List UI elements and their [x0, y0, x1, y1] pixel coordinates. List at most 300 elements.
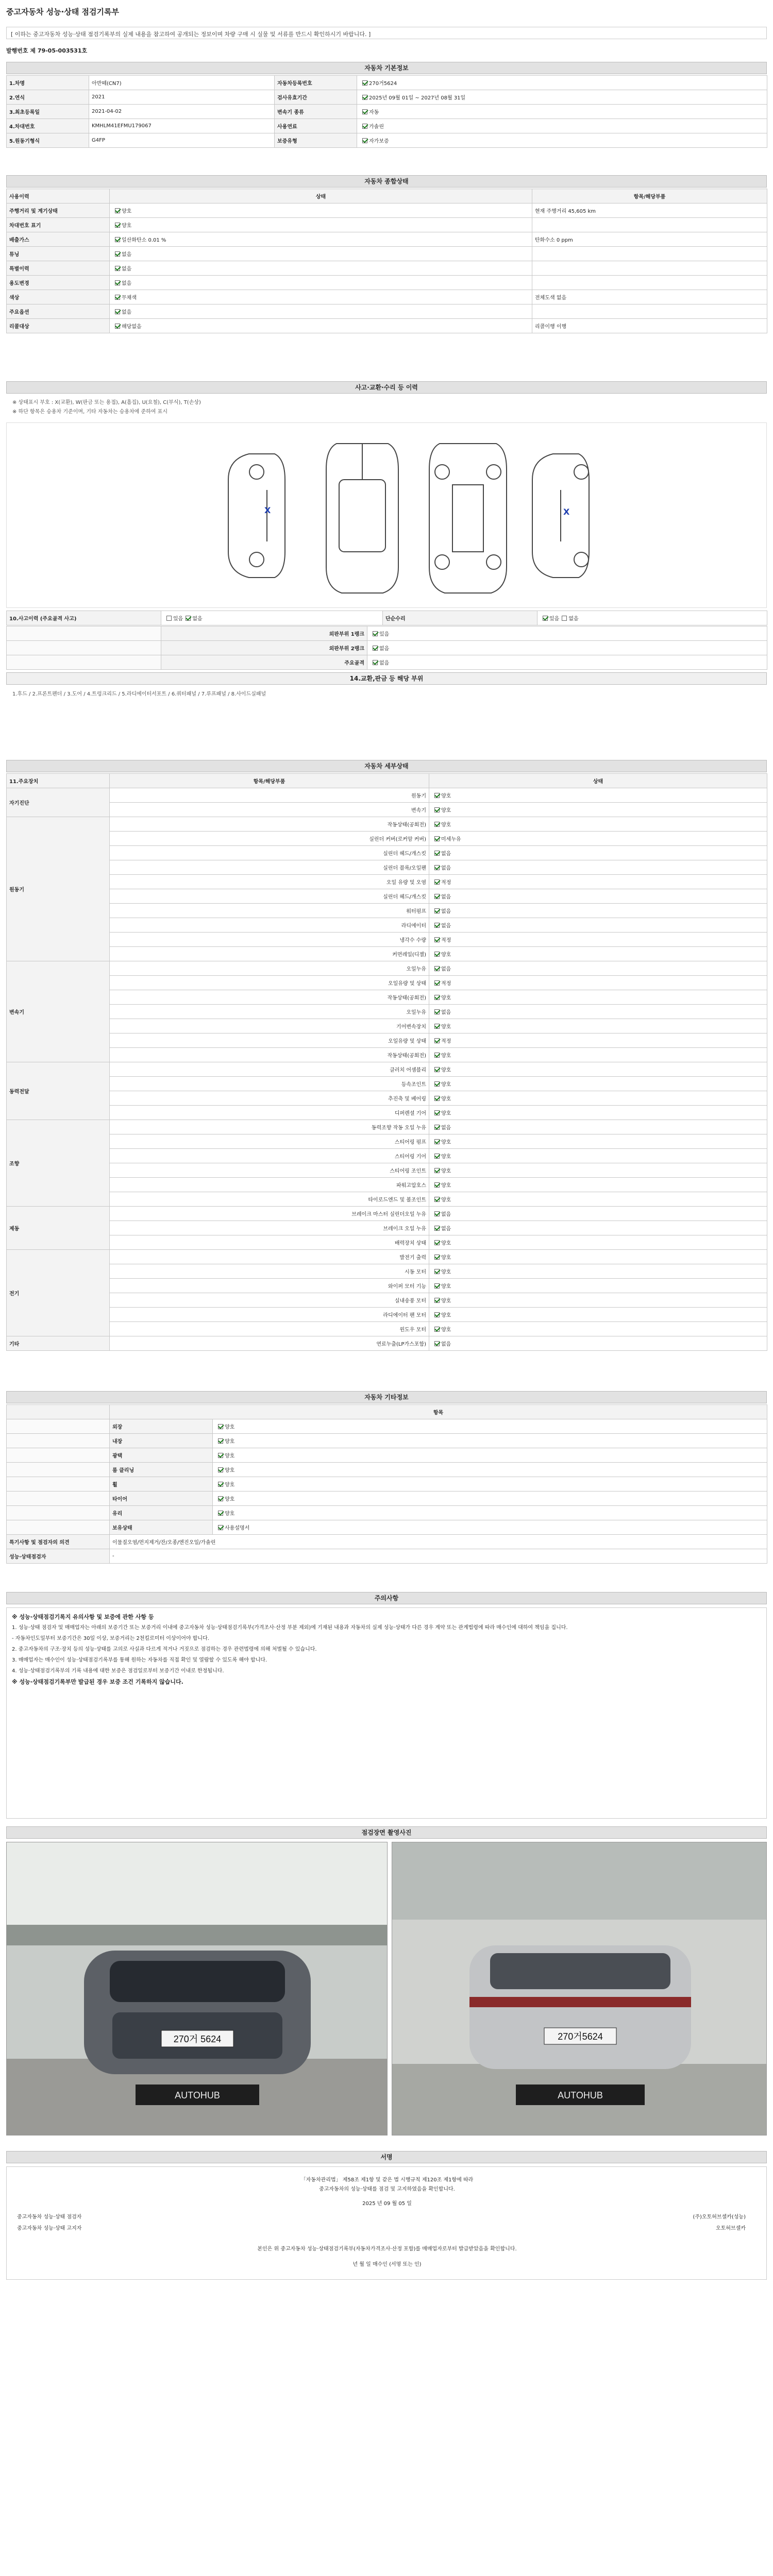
detail-state: [429, 1192, 767, 1207]
overall-state-text: 양호: [122, 209, 132, 214]
overall-state: [110, 319, 532, 333]
other-state-text: 양호: [225, 1453, 235, 1459]
detail-item: 오일누유: [110, 1005, 429, 1019]
overall-row: [7, 204, 767, 218]
detail-row: [7, 1106, 767, 1120]
other-label: 룸 클리닝: [110, 1463, 213, 1477]
detail-state-text: 양호: [441, 793, 451, 799]
detail-state-text: 없음: [441, 909, 451, 914]
other-row: [7, 1448, 767, 1463]
overall-label: 주요옵션: [7, 304, 110, 319]
panel-row: [7, 641, 767, 655]
detail-row: [7, 947, 767, 961]
detail-state-text: 없음: [441, 1125, 451, 1131]
detail-row: [7, 1019, 767, 1033]
other-state: [213, 1492, 767, 1506]
detail-state-text: 없음: [441, 851, 451, 857]
detail-item: 실린더 헤드/개스킷: [110, 889, 429, 904]
doc-number-value: 79-05-003531호: [37, 47, 88, 54]
sig-inspector-label: 중고자동차 성능·상태 점검자: [17, 2214, 82, 2220]
panel-label: 외판부위 2랭크: [161, 641, 367, 655]
other-state-text: 양호: [225, 1439, 235, 1445]
detail-item: 작동상태(공회전): [110, 817, 429, 832]
checkbox-checked: [362, 138, 367, 143]
front-lift-brand: AUTOHUB: [175, 2090, 220, 2100]
checkbox-checked: [218, 1525, 223, 1530]
checkbox-checked: [434, 1139, 440, 1144]
overall-col-item: 사용이력: [7, 189, 110, 204]
checkbox-checked: [362, 124, 367, 129]
detail-state: [429, 846, 767, 860]
overall-label: 차대번호 표기: [7, 218, 110, 232]
detail-item: 디퍼렌셜 기어: [110, 1106, 429, 1120]
detail-row: [7, 1048, 767, 1062]
overall-state: [110, 276, 532, 290]
sig-date: 2025 년 09 월 05 일: [362, 2201, 412, 2207]
detail-group: 제동: [7, 1207, 110, 1250]
overall-state: [110, 304, 532, 319]
detail-item: 윈도우 모터: [110, 1322, 429, 1336]
detail-state: [429, 1134, 767, 1149]
detail-item: 스티어링 펌프: [110, 1134, 429, 1149]
checkbox-checked: [434, 793, 440, 798]
detail-state-text: 적정: [441, 981, 451, 987]
basic-label: 2.연식: [7, 90, 89, 105]
checkbox-checked: [115, 266, 120, 271]
detail-item: 작동상태(공회전): [110, 990, 429, 1005]
detail-state-text: 적정: [441, 1039, 451, 1044]
checkbox-checked: [434, 966, 440, 971]
checkbox-checked: [115, 251, 120, 257]
detail-state: [429, 933, 767, 947]
detail-row: [7, 1178, 767, 1192]
basic-value-2: [357, 105, 767, 119]
basic-row: [7, 105, 767, 119]
overall-label: 용도변경: [7, 276, 110, 290]
other-extra-label: 특기사항 및 점검자의 의견: [7, 1535, 110, 1549]
detail-row: [7, 1322, 767, 1336]
checkbox-checked: [434, 879, 440, 885]
detail-state: [429, 1163, 767, 1178]
detail-state-text: 양호: [441, 1168, 451, 1174]
detail-state: [429, 1207, 767, 1221]
detail-row: [7, 832, 767, 846]
detail-row: [7, 788, 767, 803]
overall-row: [7, 304, 767, 319]
detail-state: [429, 1149, 767, 1163]
basic-value-2: [357, 119, 767, 133]
detail-row: [7, 990, 767, 1005]
detail-state: [429, 1308, 767, 1322]
checkbox-checked: [115, 309, 120, 314]
basic-row: [7, 133, 767, 148]
detail-state: [429, 1235, 767, 1250]
checkbox-checked: [434, 908, 440, 913]
other-heading: 자동차 기타정보: [6, 1391, 767, 1403]
detail-item: 커먼레일(디젤): [110, 947, 429, 961]
checkbox-checked: [434, 1240, 440, 1245]
checkbox-checked: [218, 1467, 223, 1472]
overall-col-note: 항목/해당부품: [532, 189, 767, 204]
panel-value: [367, 626, 767, 641]
detail-state-text: 양호: [441, 1255, 451, 1261]
doc-number: [6, 46, 87, 55]
other-label: 광택: [110, 1448, 213, 1463]
detail-item: 실린더 헤드/개스킷: [110, 846, 429, 860]
checkbox-checked: [434, 1283, 440, 1289]
panel-spacer: [7, 641, 161, 655]
other-state: [213, 1520, 767, 1535]
rear-photo: [392, 1842, 767, 2136]
panel-row: [7, 626, 767, 641]
checkbox-checked: [434, 1154, 440, 1159]
detail-item: 실내송풍 모터: [110, 1293, 429, 1308]
basic-info-heading: 자동차 기본정보: [6, 62, 767, 74]
accident-value: 있음 없음: [161, 611, 383, 625]
overall-row: [7, 290, 767, 304]
overall-label: 배출가스: [7, 232, 110, 247]
checkbox-checked: [434, 865, 440, 870]
overall-note: 현재 주행거리 45,605 km: [532, 204, 767, 218]
checkbox-checked: [434, 807, 440, 812]
basic-value-2-text: 자동: [369, 110, 379, 115]
panel-label: 외판부위 1랭크: [161, 626, 367, 641]
checkbox-checked: [362, 109, 367, 114]
other-label: 휠: [110, 1477, 213, 1492]
checkbox-checked: [218, 1482, 223, 1487]
other-spacer: [7, 1492, 110, 1506]
other-extra-row: [7, 1535, 767, 1549]
checkbox-checked: [218, 1453, 223, 1458]
overall-label: 튜닝: [7, 247, 110, 261]
detail-state: [429, 1264, 767, 1279]
other-state-text: 양호: [225, 1425, 235, 1430]
notice-bar: [ 이하는 중고자동차 성능·상태 점검기록부의 실제 내용을 참고하여 공개되는 정보이며 차량 구매 시 실물 및 서류를 반드시 확인하시기 바랍니다. ]: [6, 27, 767, 39]
overall-row: [7, 232, 767, 247]
detail-item: 변속기: [110, 803, 429, 817]
checkbox-checked: [115, 280, 120, 285]
checkbox-checked: [218, 1496, 223, 1501]
detail-row: [7, 1250, 767, 1264]
car-frame-view: [429, 444, 507, 593]
detail-state-text: 없음: [441, 1342, 451, 1347]
other-spacer: [7, 1477, 110, 1492]
checkbox-checked: [434, 1038, 440, 1043]
exterior-heading: 사고·교환·수리 등 이력: [6, 381, 767, 394]
checkbox-checked: [373, 631, 378, 636]
basic-value-2-text: 자가보증: [369, 139, 389, 144]
basic-value: G4FP: [89, 133, 275, 148]
panel-value-text: 있음: [379, 632, 390, 637]
detail-row: [7, 933, 767, 947]
detail-state: [429, 889, 767, 904]
detail-state-text: 양호: [441, 1241, 451, 1246]
detail-state: [429, 1048, 767, 1062]
notes-p4: 3. 매매업자는 매수인이 성능·상태점검기록부를 통해 원하는 자동차를 직접 확인 및 열람할 수 있도록 해야 합니다.: [12, 1657, 267, 1663]
panel-spacer: [7, 655, 161, 670]
detail-state: [429, 788, 767, 803]
car-left-side: [228, 454, 285, 578]
detail-state-text: 양호: [441, 1313, 451, 1318]
front-plate-text: 270거 5624: [173, 2034, 222, 2044]
page-title: 중고자동차 성능·상태 점검기록부: [6, 7, 120, 16]
overall-note: [532, 218, 767, 232]
checkbox-checked: [434, 952, 440, 957]
detail-state: [429, 1250, 767, 1264]
other-label: 내장: [110, 1434, 213, 1448]
repair-label: 단순수리: [383, 611, 537, 625]
overall-row: [7, 319, 767, 333]
overall-state: [110, 290, 532, 304]
sig-seller: 오토허브셀카: [716, 2226, 746, 2231]
detail-row: [7, 1336, 767, 1351]
detail-row: [7, 1033, 767, 1048]
checkbox-checked: [373, 646, 378, 651]
panel-value: [367, 655, 767, 670]
notes-heading: 주의사항: [6, 1592, 767, 1604]
detail-state-text: 양호: [441, 1197, 451, 1203]
detail-row: [7, 1077, 767, 1091]
detail-state: [429, 1106, 767, 1120]
panel-label: 주요골격: [161, 655, 367, 670]
basic-label-2: 변속기 종류: [275, 105, 357, 119]
basic-label-2: 보증유형: [275, 133, 357, 148]
panel-value-text: 없음: [379, 646, 390, 652]
detail-item: 동력조향 작동 오일 누유: [110, 1120, 429, 1134]
overall-state-text: 무채색: [122, 295, 137, 301]
detail-group: 원동기: [7, 817, 110, 961]
detail-state: [429, 904, 767, 918]
sig-inspector: (주)오토허브셀카(성능): [693, 2214, 746, 2220]
detail-item: 시동 모터: [110, 1264, 429, 1279]
detail-item: 실린더 블록/오일팬: [110, 860, 429, 875]
checkbox-checked: [434, 923, 440, 928]
other-state: [213, 1477, 767, 1492]
checkbox-checked: [434, 1182, 440, 1188]
basic-label-2: 자동차등록번호: [275, 76, 357, 90]
detail-item: 냉각수 수량: [110, 933, 429, 947]
checkbox-checked: [434, 1096, 440, 1101]
notes-p2: - 자동차인도일부터 보증기간은 30일 이상, 보증거리는 2천킬로미터 이상이어야 합니다.: [12, 1636, 209, 1641]
detail-group: 기타: [7, 1336, 110, 1351]
other-row: [7, 1477, 767, 1492]
detail-row: [7, 961, 767, 976]
checkbox-checked: [218, 1424, 223, 1429]
other-state-text: 양호: [225, 1511, 235, 1517]
notes-bold-2: ※ 성능·상태점검기록부만 발급된 경우 보증 조건 기록하지 않습니다.: [12, 1679, 183, 1685]
sig-receipt: 본인은 위 중고자동차 성능·상태점검기록부(자동차가격조사·산정 포함)를 매매업자로부터 발급받았음을 확인합니다.: [257, 2246, 517, 2252]
basic-row: [7, 76, 767, 90]
overall-state-text: 해당없음: [122, 324, 142, 330]
detail-item: 등속조인트: [110, 1077, 429, 1091]
other-extra-row: [7, 1549, 767, 1564]
basic-label: 3.최초등록일: [7, 105, 89, 119]
detail-item: 연료누출(LP가스포함): [110, 1336, 429, 1351]
detail-item: 오일 유량 및 오염: [110, 875, 429, 889]
checkbox-checked: [434, 1197, 440, 1202]
detail-state: [429, 1062, 767, 1077]
repair-value: 있음 없음: [537, 611, 767, 625]
checkbox-checked: [434, 1009, 440, 1014]
car-right-side: [532, 454, 589, 578]
overall-row: [7, 218, 767, 232]
checkbox-checked: [115, 295, 120, 300]
damage-mark-x-left: X: [264, 505, 271, 515]
detail-row: [7, 1308, 767, 1322]
overall-label: 특별이력: [7, 261, 110, 276]
notes-bold-1: ※ 성능·상태점검기록지 유의사항 및 보증에 관한 사항 등: [12, 1614, 154, 1620]
detail-row: [7, 1207, 767, 1221]
detail-item: 오일유량 및 상태: [110, 1033, 429, 1048]
detail-state-text: 양호: [441, 1327, 451, 1333]
detail-item: 파워고압호스: [110, 1178, 429, 1192]
checkbox-checked: [434, 1327, 440, 1332]
detail-state: [429, 817, 767, 832]
detail-item: 기어변속장치: [110, 1019, 429, 1033]
basic-value-2: [357, 90, 767, 105]
detail-row: [7, 1005, 767, 1019]
detail-row: [7, 1235, 767, 1250]
detail-state: [429, 1279, 767, 1293]
notes-p1: 1. 성능·상태 점검자 및 매매업자는 아래의 보증기간 또는 보증거리 이내에 중고자동차 성능·상태점검기록부(가격조사·산정 부분 제외)에 기재된 내용과 자동차의 실제 성능·상태가 다른 경우 계약 또는 관계법령에 따라 매수인에 대하여 책임을 집니다.: [12, 1625, 568, 1631]
exterior-legend-1: ※ 상태표시 부호 : X(교환), W(판금 또는 용접), A(흠집), U(요철), C(부식), T(손상): [12, 400, 201, 405]
sig-line-2: 중고자동차의 성능·상태를 점검 및 고지하였음을 확인합니다.: [319, 2187, 455, 2192]
detail-state: [429, 1005, 767, 1019]
panel-heading: 14.교환,판금 등 해당 부위: [6, 672, 767, 685]
detail-state: [429, 1091, 767, 1106]
detail-row: [7, 1293, 767, 1308]
checkbox-checked: [434, 995, 440, 1000]
car-top-view: [326, 444, 398, 593]
overall-col-state: 상태: [110, 189, 532, 204]
basic-value-2-text: 2025년 09월 01일 ~ 2027년 08월 31일: [369, 95, 466, 101]
overall-state: [110, 218, 532, 232]
detail-table: [6, 773, 767, 1351]
detail-state-text: 없음: [441, 1010, 451, 1015]
basic-label-2: 검사유효기간: [275, 90, 357, 105]
checkbox-checked: [115, 237, 120, 242]
detail-state: [429, 961, 767, 976]
detail-col-2: 항목/해당부품: [110, 774, 429, 788]
other-state: [213, 1434, 767, 1448]
detail-state: [429, 875, 767, 889]
other-state-text: 양호: [225, 1468, 235, 1473]
detail-row: [7, 1149, 767, 1163]
checkbox-checked: [362, 95, 367, 100]
basic-value-2-text: 가솔린: [369, 124, 384, 130]
detail-item: 스티어링 기어: [110, 1149, 429, 1163]
detail-state-text: 없음: [441, 967, 451, 972]
exterior-legend-2: ※ 하단 항목은 승용차 기준이며, 기타 자동차는 승용차에 준하여 표시: [12, 409, 167, 415]
detail-item: 실린더 커버(로커암 커버): [110, 832, 429, 846]
other-state: [213, 1448, 767, 1463]
detail-group: 자기진단: [7, 788, 110, 817]
detail-row: [7, 860, 767, 875]
panel-value-text: 없음: [379, 660, 390, 666]
overall-state-text: 없음: [122, 252, 132, 258]
rear-plate-text: 270거5624: [558, 2031, 603, 2042]
detail-state-text: 미세누유: [441, 837, 461, 842]
overall-state-text: 없음: [122, 310, 132, 315]
basic-label: 1.차명: [7, 76, 89, 90]
overall-state: [110, 232, 532, 247]
detail-item: 브레이크 마스터 실린더오일 누유: [110, 1207, 429, 1221]
other-state: [213, 1463, 767, 1477]
checkbox-checked: [434, 1067, 440, 1072]
detail-state: [429, 1221, 767, 1235]
checkbox-checked: [434, 1226, 440, 1231]
car-outline-svg: [7, 423, 767, 608]
overall-heading: 자동차 종합상태: [6, 175, 767, 188]
other-spacer: [7, 1434, 110, 1448]
detail-state-text: 양호: [441, 1067, 451, 1073]
detail-row: [7, 803, 767, 817]
checkbox-checked: [434, 1298, 440, 1303]
detail-state-text: 적정: [441, 880, 451, 886]
other-table: [6, 1404, 767, 1564]
detail-state: [429, 1336, 767, 1351]
basic-row: [7, 119, 767, 133]
other-row: [7, 1506, 767, 1520]
detail-group: 변속기: [7, 961, 110, 1062]
other-state: [213, 1506, 767, 1520]
basic-value-2: [357, 133, 767, 148]
detail-state: [429, 832, 767, 846]
overall-note: 리콜이행 이행: [532, 319, 767, 333]
detail-state-text: 양호: [441, 1269, 451, 1275]
overall-state: [110, 261, 532, 276]
other-row: [7, 1492, 767, 1506]
other-spacer: [7, 1448, 110, 1463]
detail-state-text: 양호: [441, 1284, 451, 1290]
detail-state: [429, 990, 767, 1005]
other-extra-label: 성능·상태점검자: [7, 1549, 110, 1564]
detail-item: 추진축 및 베어링: [110, 1091, 429, 1106]
detail-row: [7, 976, 767, 990]
other-label: 보유상태: [110, 1520, 213, 1535]
overall-state-text: 양호: [122, 223, 132, 229]
detail-state: [429, 1322, 767, 1336]
basic-label: 4.차대번호: [7, 119, 89, 133]
other-extra-value: 이물질오염/먼지제거/잔/오종/엔진오일/가솔린: [110, 1535, 767, 1549]
doc-number-label: 발행번호 제: [6, 47, 36, 54]
basic-info-table: [6, 75, 767, 148]
basic-value: 2021-04-02: [89, 105, 275, 119]
detail-state-text: 양호: [441, 1183, 451, 1189]
other-col: 항목: [110, 1405, 767, 1419]
checkbox-checked: [434, 1168, 440, 1173]
detail-state-text: 없음: [441, 1226, 451, 1232]
detail-row: [7, 918, 767, 933]
detail-item: 클러치 어셈블리: [110, 1062, 429, 1077]
detail-item: 작동상태(공회전): [110, 1048, 429, 1062]
other-row: [7, 1520, 767, 1535]
checkbox-checked: [373, 660, 378, 665]
detail-row: [7, 1062, 767, 1077]
other-row: [7, 1463, 767, 1477]
checkbox-checked: [434, 937, 440, 942]
checkbox-checked: [362, 80, 367, 86]
notes-p5: 4. 성능·상태점검기록부의 기록 내용에 대한 보증은 점검일로부터 보증기간 이내로 한정됩니다.: [12, 1668, 224, 1674]
other-state-text: 양호: [225, 1482, 235, 1488]
other-label: 유리: [110, 1506, 213, 1520]
signature-area: [6, 2166, 767, 2280]
detail-item: 스티어링 조인트: [110, 1163, 429, 1178]
basic-value: 2021: [89, 90, 275, 105]
photos-heading: 점검장면 촬영사진: [6, 1826, 767, 1839]
detail-heading: 자동차 세부상태: [6, 760, 767, 772]
basic-value-2: [357, 76, 767, 90]
